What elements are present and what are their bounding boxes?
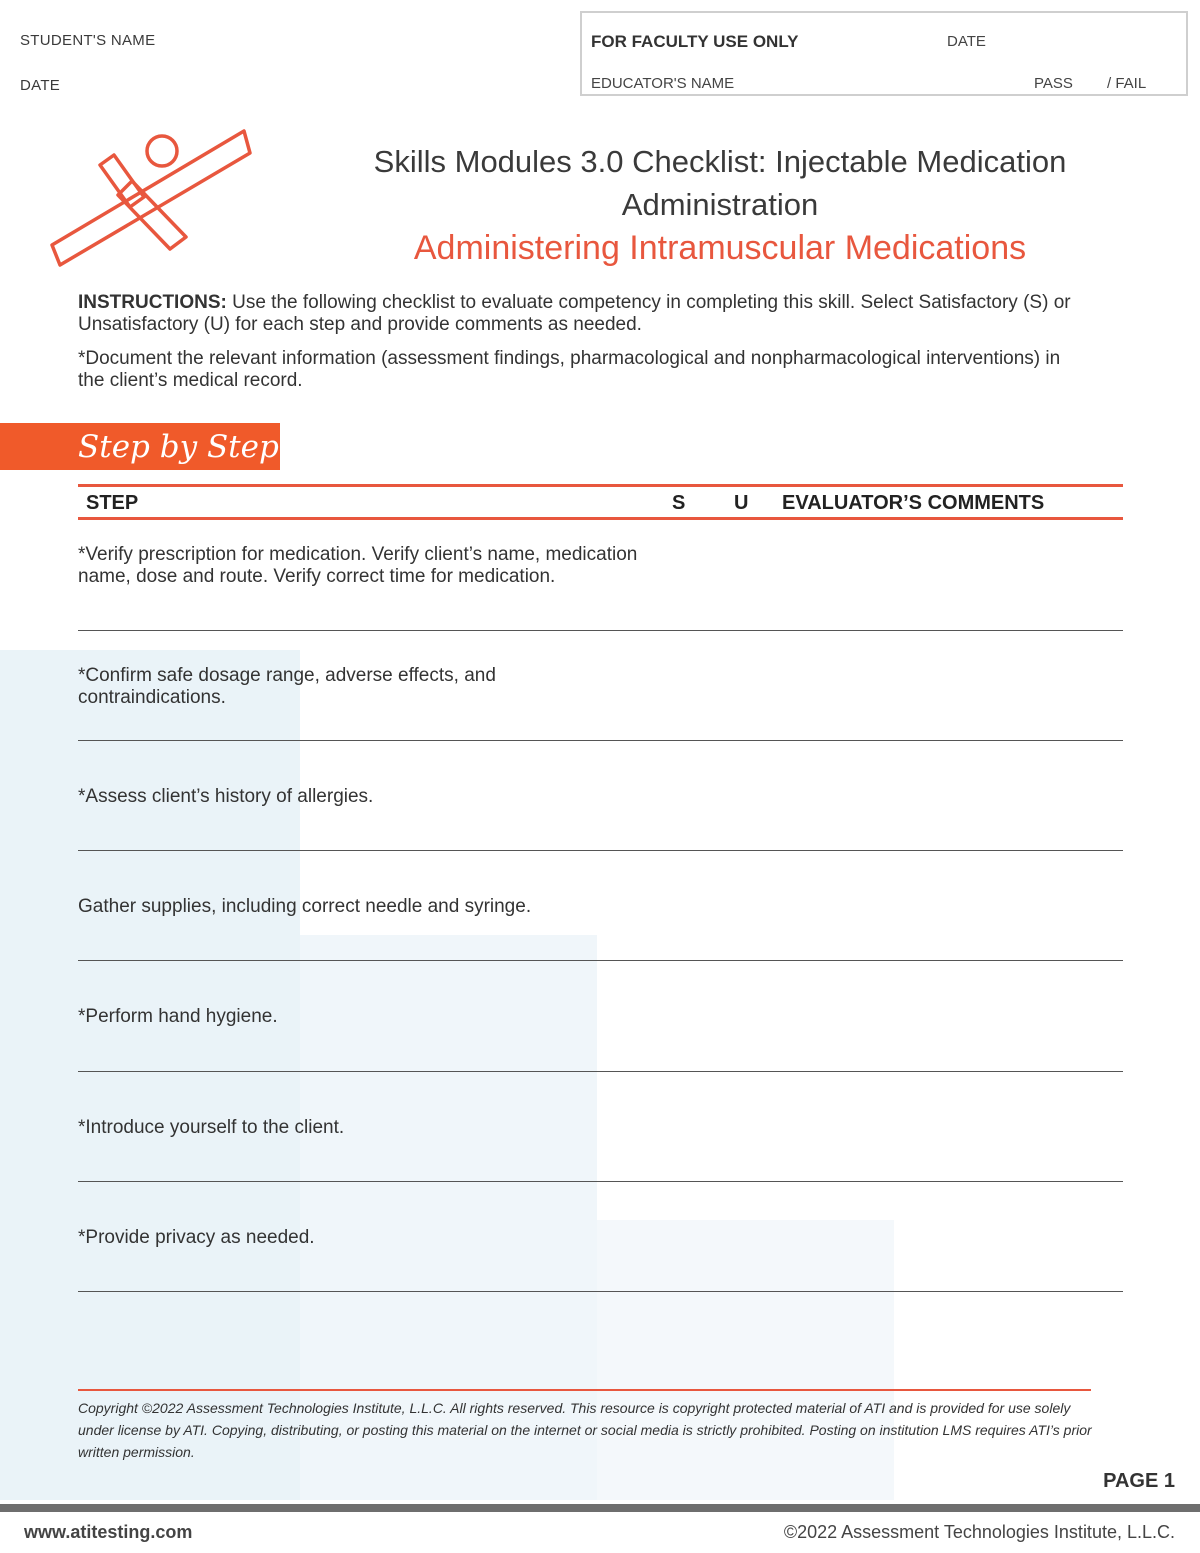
student-info	[20, 32, 155, 122]
educator-name-label: EDUCATOR'S NAME	[591, 75, 735, 92]
page-number: PAGE 1	[1103, 1470, 1175, 1492]
instructions-label: INSTRUCTIONS:	[78, 292, 227, 313]
table-row	[78, 520, 1123, 631]
column-header-s: S	[672, 492, 686, 514]
checklist-title: Skills Modules 3.0 Checklist: Injectable Medication Administration	[373, 144, 1067, 222]
student-name-label: STUDENT'S NAME	[20, 32, 156, 49]
step-text: *Verify prescription for medication. Verify client’s name, medication name, dose and route. Verify correct time for medication.	[78, 544, 638, 587]
step-text: Gather supplies, including correct needle and syringe.	[78, 896, 532, 917]
table-row	[78, 851, 1123, 961]
column-header-comments: EVALUATOR’S COMMENTS	[782, 492, 1045, 514]
faculty-date-label: DATE	[947, 33, 986, 50]
bottom-bar	[0, 1504, 1200, 1512]
document-title	[300, 140, 1140, 270]
footer-divider	[78, 1389, 1091, 1391]
table-row	[78, 1072, 1123, 1182]
step-text: *Confirm safe dosage range, adverse effects, and contraindications.	[78, 665, 496, 708]
website-link[interactable]: www.atitesting.com	[24, 1522, 193, 1542]
table-header	[78, 484, 1123, 520]
documentation-note: *Document the relevant information (assessment findings, pharmacological and nonpharmacological interventions) in the client’s medical record.	[78, 348, 1061, 391]
table-row	[78, 631, 1123, 741]
table-row	[78, 1182, 1123, 1292]
step-text: *Introduce yourself to the client.	[78, 1117, 345, 1138]
table-row	[78, 961, 1123, 1072]
banner-label: Step by Step	[78, 429, 279, 465]
step-text: *Assess client’s history of allergies.	[78, 786, 374, 807]
step-text: *Provide privacy as needed.	[78, 1227, 315, 1248]
student-date-label: DATE	[20, 77, 61, 94]
step-text: *Perform hand hygiene.	[78, 1006, 278, 1027]
faculty-use-box	[580, 11, 1188, 96]
pass-label: PASS	[1034, 75, 1073, 92]
faculty-title: FOR FACULTY USE ONLY	[591, 32, 799, 51]
instructions-text: Use the following checklist to evaluate competency in completing this skill. Select Satisfactory (S) or Unsatisfactory (U) for each step and provide comments as needed.	[78, 292, 1071, 335]
skill-title: Administering Intramuscular Medications	[413, 229, 1027, 267]
step-by-step-banner	[0, 423, 280, 470]
instructions-paragraph	[78, 292, 1078, 336]
ati-logo-icon	[48, 125, 258, 270]
column-header-step: STEP	[86, 492, 139, 514]
copyright-notice: Copyright ©2022 Assessment Technologies Institute, L.L.C. All rights reserved. This resource is copyright protected material of ATI and is provided for use solely under license by ATI. Copying, distributing, or posting this material on the internet or social media is strictly prohibited. Posting on institution LMS requires ATI’s prior written permission.	[78, 1400, 1092, 1460]
instructions	[78, 292, 1078, 404]
organization-copyright: ©2022 Assessment Technologies Institute, L.L.C.	[783, 1522, 1175, 1542]
column-header-u: U	[734, 492, 749, 514]
fail-label: / FAIL	[1107, 75, 1147, 92]
table-row	[78, 741, 1123, 851]
